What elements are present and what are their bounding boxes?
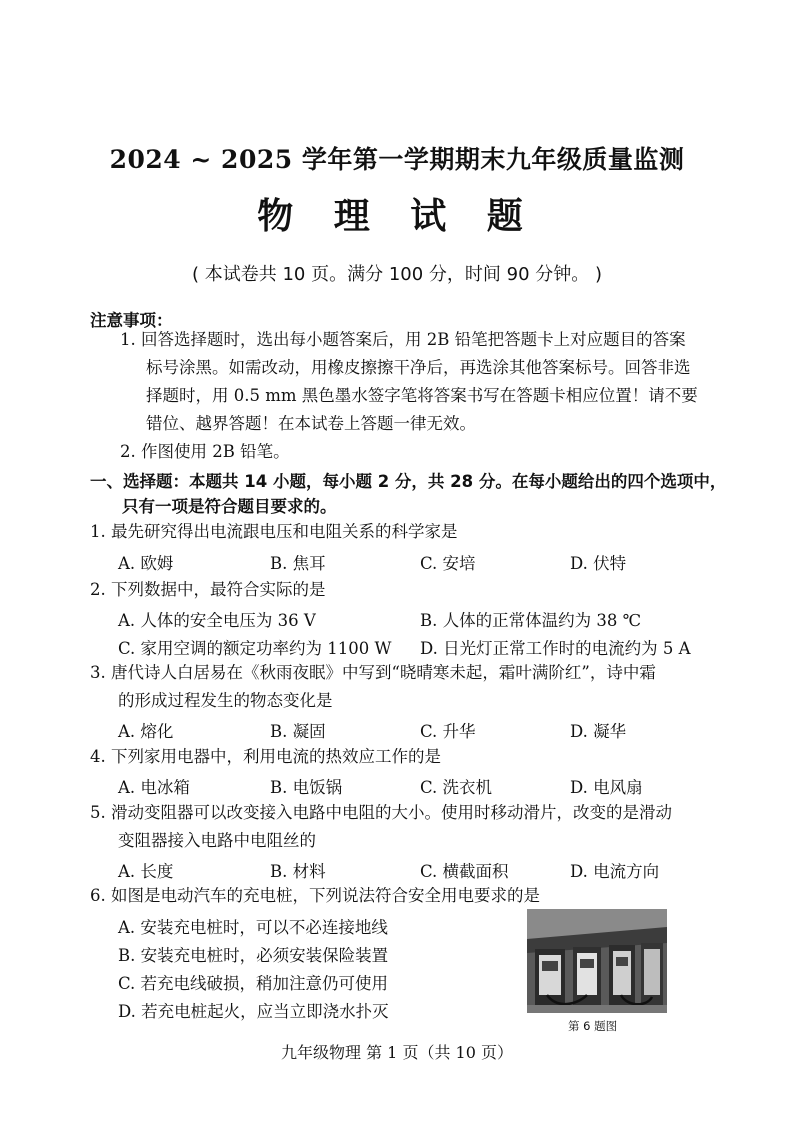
q4-option-b: B. 电饭锅: [270, 778, 343, 797]
q4-option-c: C. 洗衣机: [420, 778, 493, 797]
question-4-stem: 4. 下列家用电器中，利用电流的热效应工作的是: [90, 747, 441, 766]
notice-item-1-line-4: 错位、越界答题！在本试卷上答题一律无效。: [146, 414, 476, 433]
notice-heading: 注意事项：: [90, 311, 173, 330]
q3-option-c: C. 升华: [420, 722, 476, 741]
q4-option-d: D. 电风扇: [570, 778, 643, 797]
section-heading-line-1: 一、选择题：本题共 14 小题，每小题 2 分，共 28 分。在每小题给出的四个选项中，: [90, 472, 727, 491]
q2-option-c: C. 家用空调的额定功率约为 1100 W: [118, 639, 392, 658]
q6-option-d: D. 若充电桩起火，应当立即浇水扑灭: [118, 1002, 389, 1021]
section-heading-line-2: 只有一项是符合题目要求的。: [122, 497, 337, 516]
q5-option-c: C. 横截面积: [420, 862, 509, 881]
subject-title: 物 理 试 题: [257, 195, 537, 237]
question-6-stem: 6. 如图是电动汽车的充电桩，下列说法符合安全用电要求的是: [90, 886, 540, 905]
question-5-stem-line-1: 5. 滑动变阻器可以改变接入电路中电阻的大小。使用时移动滑片，改变的是滑动: [90, 803, 672, 822]
q2-option-d: D. 日光灯正常工作时的电流约为 5 A: [420, 639, 691, 658]
q1-option-d: D. 伏特: [570, 554, 627, 573]
question-1-stem: 1. 最先研究得出电流跟电压和电阻关系的科学家是: [90, 522, 458, 541]
question-3-stem-line-2: 的形成过程发生的物态变化是: [118, 691, 333, 710]
q6-option-a: A. 安装充电桩时，可以不必连接地线: [118, 918, 388, 937]
q2-option-b: B. 人体的正常体温约为 38 ℃: [420, 611, 642, 630]
q4-option-a: A. 电冰箱: [118, 778, 190, 797]
notice-item-1-line-2: 标号涂黑。如需改动，用橡皮擦擦干净后，再选涂其他答案标号。回答非选: [146, 358, 691, 377]
q3-option-a: A. 熔化: [118, 722, 174, 741]
q1-option-a: A. 欧姆: [118, 554, 174, 573]
charging-pile-figure: [527, 909, 667, 1013]
q1-option-b: B. 焦耳: [270, 554, 326, 573]
q2-option-a: A. 人体的安全电压为 36 V: [118, 611, 316, 630]
question-5-stem-line-2: 变阻器接入电路中电阻丝的: [118, 831, 316, 850]
exam-info: ( 本试卷共 10 页。满分 100 分，时间 90 分钟。 ): [192, 264, 602, 285]
notice-item-1-line-1: 1. 回答选择题时，选出每小题答案后，用 2B 铅笔把答题卡上对应题目的答案: [120, 330, 686, 349]
q5-option-b: B. 材料: [270, 862, 326, 881]
notice-item-2: 2. 作图使用 2B 铅笔。: [120, 442, 290, 461]
exam-title: 2024 ~ 2025 学年第一学期期末九年级质量监测: [109, 145, 685, 174]
figure-caption: 第 6 题图: [568, 1019, 618, 1033]
notice-item-1-line-3: 择题时，用 0.5 mm 黑色墨水签字笔将答案书写在答题卡相应位置！请不要: [146, 386, 698, 405]
page-footer: 九年级物理 第 1 页（共 10 页）: [281, 1043, 513, 1062]
question-3-stem-line-1: 3. 唐代诗人白居易在《秋雨夜眠》中写到“晓晴寒未起，霜叶满阶红”，诗中霜: [90, 663, 656, 682]
q1-option-c: C. 安培: [420, 554, 476, 573]
q6-option-c: C. 若充电线破损，稍加注意仍可使用: [118, 974, 389, 993]
q3-option-d: D. 凝华: [570, 722, 627, 741]
question-2-stem: 2. 下列数据中，最符合实际的是: [90, 580, 326, 599]
q3-option-b: B. 凝固: [270, 722, 326, 741]
q5-option-a: A. 长度: [118, 862, 174, 881]
q5-option-d: D. 电流方向: [570, 862, 660, 881]
q6-option-b: B. 安装充电桩时，必须安装保险装置: [118, 946, 389, 965]
